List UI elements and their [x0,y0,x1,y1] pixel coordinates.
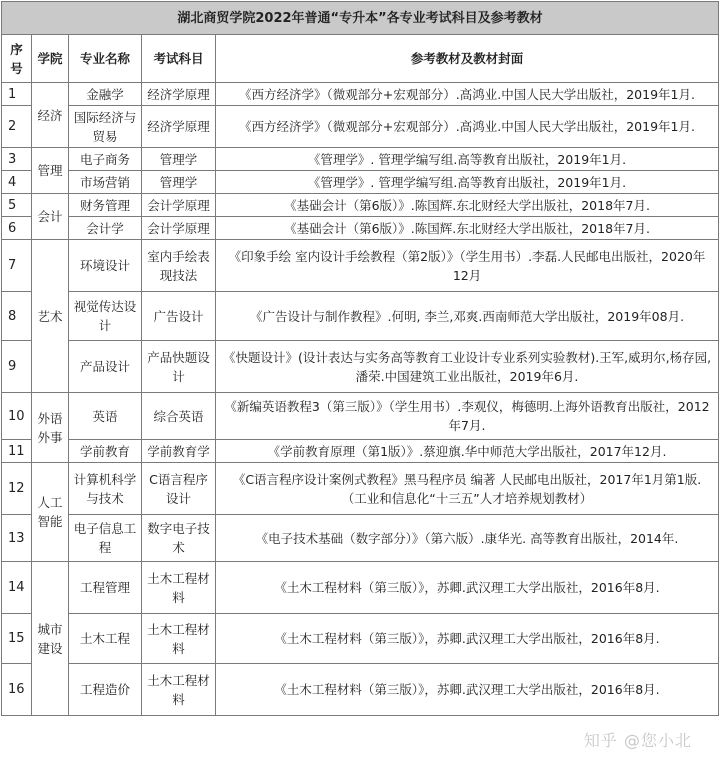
row-no: 1 [2,83,32,106]
subject-cell: 会计学原理 [142,217,216,240]
subject-cell: 产品快题设计 [142,341,216,393]
row-no: 3 [2,148,32,171]
table-row [2,393,719,440]
row-no: 13 [2,515,32,562]
row-no: 8 [2,292,32,341]
reference-cell: 《电子技术基础（数字部分）》（第六版）.康华光. 高等教育出版社，2014年. [216,515,719,562]
reference-cell: 《广告设计与制作教程》.何明, 李兰,邓爽.西南师范大学出版社，2019年08月. [216,292,719,341]
major-cell: 英语 [69,393,142,440]
row-no: 12 [2,463,32,515]
table-row [2,292,719,341]
row-no: 14 [2,562,32,614]
major-cell: 视觉传达设计 [69,292,142,341]
college-cell: 外语外事 [32,393,69,463]
table-row [2,463,719,515]
watermark: 知乎 @您小北 [583,731,692,750]
row-no: 9 [2,341,32,393]
subject-cell: 管理学 [142,171,216,194]
major-cell: 产品设计 [69,341,142,393]
table-row [2,83,719,106]
row-no: 10 [2,393,32,440]
college-cell: 艺术 [32,240,69,393]
major-cell: 计算机科学与技术 [69,463,142,515]
major-cell: 工程造价 [69,664,142,716]
subject-cell: 土木工程材料 [142,562,216,614]
row-no: 11 [2,440,32,463]
subject-cell: 学前教育学 [142,440,216,463]
reference-cell: 《印象手绘 室内设计手绘教程（第2版）》（学生用书）.李磊.人民邮电出版社，2020年12月 [216,240,719,292]
subject-cell: 土木工程材料 [142,614,216,664]
reference-cell: 《土木工程材料（第三版）》，苏卿.武汉理工大学出版社，2016年8月. [216,614,719,664]
header-college: 学院 [32,35,69,83]
major-cell: 土木工程 [69,614,142,664]
reference-cell: 《基础会计（第6版）》.陈国辉.东北财经大学出版社，2018年7月. [216,194,719,217]
reference-cell: 《基础会计（第6版）》.陈国辉.东北财经大学出版社，2018年7月. [216,217,719,240]
reference-cell: 《土木工程材料（第三版）》，苏卿.武汉理工大学出版社，2016年8月. [216,664,719,716]
subject-cell: 数字电子技术 [142,515,216,562]
table-row [2,664,719,716]
reference-cell: 《C语言程序设计案例式教程》黑马程序员 编著 人民邮电出版社，2017年1月第1版.（工业和信息化“十三五”人才培养规划教材） [216,463,719,515]
header-reference: 参考教材及教材封面 [216,35,719,83]
major-cell: 电子商务 [69,148,142,171]
row-no: 6 [2,217,32,240]
major-cell: 环境设计 [69,240,142,292]
header-subject: 考试科目 [142,35,216,83]
subject-cell: 土木工程材料 [142,664,216,716]
reference-cell: 《快题设计》(设计表达与实务高等教育工业设计专业系列实验教材).王军,威玥尔,杨存园,潘荣.中国建筑工业出版社，2019年6月. [216,341,719,393]
college-cell: 经济 [32,83,69,148]
table-title: 湖北商贸学院2022年普通“专升本”各专业考试科目及参考教材 [2,2,719,35]
college-cell: 人工智能 [32,463,69,562]
subject-cell: 经济学原理 [142,83,216,106]
header-major: 专业名称 [69,35,142,83]
table-row [2,614,719,664]
major-cell: 市场营销 [69,171,142,194]
reference-cell: 《新编英语教程3（第三版）》（学生用书）.李观仪，梅德明.上海外语教育出版社，2012年7月. [216,393,719,440]
subject-cell: 管理学 [142,148,216,171]
major-cell: 金融学 [69,83,142,106]
major-cell: 学前教育 [69,440,142,463]
reference-cell: 《土木工程材料（第三版）》，苏卿.武汉理工大学出版社，2016年8月. [216,562,719,614]
row-no: 15 [2,614,32,664]
syllabus-table [1,1,719,716]
major-cell: 电子信息工程 [69,515,142,562]
row-no: 5 [2,194,32,217]
table-row [2,171,719,194]
table-row [2,148,719,171]
table-row [2,194,719,217]
header-no: 序号 [2,35,32,83]
reference-cell: 《管理学》. 管理学编写组.高等教育出版社，2019年1月. [216,171,719,194]
subject-cell: 经济学原理 [142,106,216,148]
subject-cell: C语言程序设计 [142,463,216,515]
table-row [2,440,719,463]
reference-cell: 《学前教育原理（第1版）》.蔡迎旗.华中师范大学出版社，2017年12月. [216,440,719,463]
reference-cell: 《西方经济学》（微观部分+宏观部分）.高鸿业.中国人民大学出版社，2019年1月. [216,106,719,148]
major-cell: 工程管理 [69,562,142,614]
subject-cell: 综合英语 [142,393,216,440]
college-cell: 城市建设 [32,562,69,716]
row-no: 16 [2,664,32,716]
table-row [2,562,719,614]
subject-cell: 室内手绘表现技法 [142,240,216,292]
reference-cell: 《西方经济学》（微观部分+宏观部分）.高鸿业.中国人民大学出版社，2019年1月. [216,83,719,106]
row-no: 2 [2,106,32,148]
major-cell: 财务管理 [69,194,142,217]
table-row [2,217,719,240]
college-cell: 管理 [32,148,69,194]
major-cell: 国际经济与贸易 [69,106,142,148]
reference-cell: 《管理学》. 管理学编写组.高等教育出版社，2019年1月. [216,148,719,171]
table-row [2,515,719,562]
major-cell: 会计学 [69,217,142,240]
subject-cell: 会计学原理 [142,194,216,217]
row-no: 4 [2,171,32,194]
table-row [2,106,719,148]
table-row [2,240,719,292]
row-no: 7 [2,240,32,292]
subject-cell: 广告设计 [142,292,216,341]
table-row [2,341,719,393]
college-cell: 会计 [32,194,69,240]
